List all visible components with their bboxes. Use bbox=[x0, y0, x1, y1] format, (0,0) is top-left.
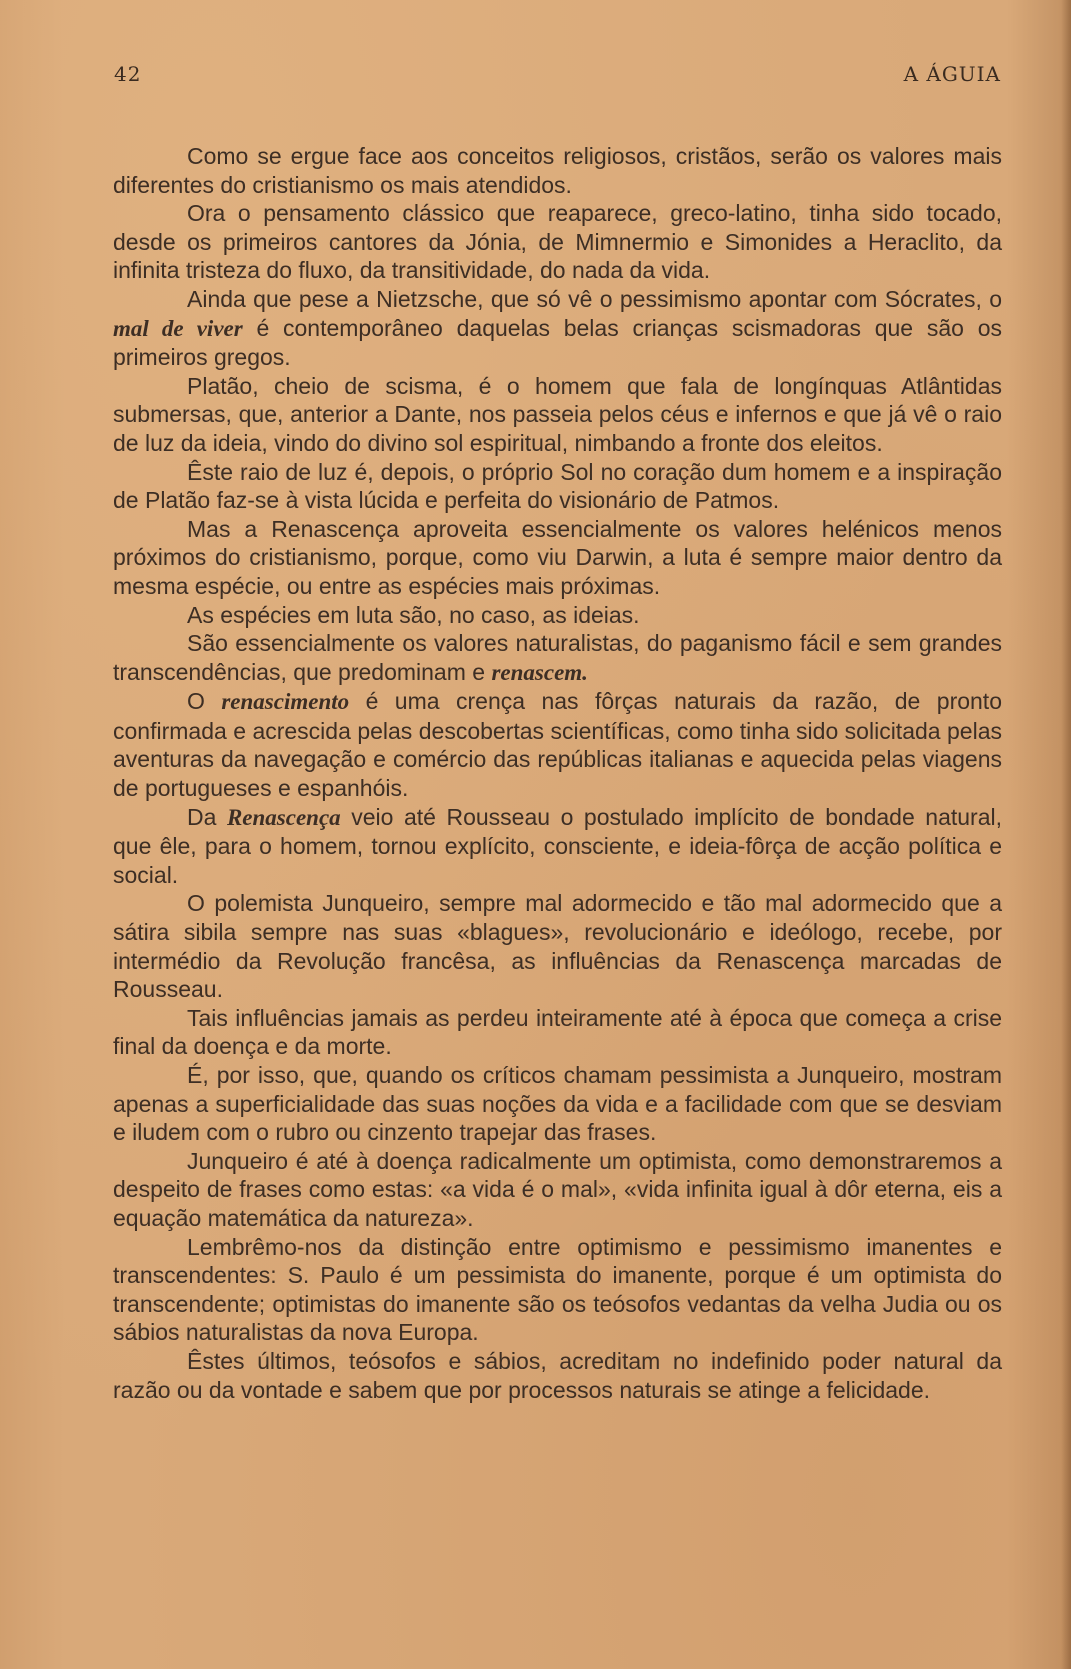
paragraph: Lembrêmo-nos da distinção entre optimismo e pessimismo imanentes e transcendentes: S. Paulo é um pessimista do imanente, porque é um optimista do transcendente; optimistas do imanente são os teósofos vedantas da velha Judia ou os sábios naturalistas da nova Europa. bbox=[113, 1233, 1002, 1346]
paragraph: O polemista Junqueiro, sempre mal adormecido e tão mal adormecido que a sátira sibila sempre nas suas «blagues», revolucionário e ideólogo, recebe, por intermédio da Revolução francêsa, as influências da Renascença marcadas de Rousseau. bbox=[113, 890, 1002, 1003]
paragraph: Ora o pensamento clássico que reaparece, greco-latino, tinha sido tocado, desde os primeiros cantores da Jónia, de Mimnermio e Simonides a Heraclito, da infinita tristeza do fluxo, da transitividade, do nada da vida. bbox=[113, 200, 1002, 284]
page-edge-shadow bbox=[1061, 0, 1071, 1669]
paragraph: Tais influências jamais as perdeu inteiramente até à época que começa a crise final da doença e da morte. bbox=[113, 1004, 1002, 1060]
body-text bbox=[113, 142, 1002, 1404]
journal-title: A ÁGUIA bbox=[903, 62, 1001, 86]
italic-term: renascem. bbox=[491, 659, 588, 685]
paragraph: Como se ergue face aos conceitos religiosos, cristãos, serão os valores mais diferentes do cristianismo os mais atendidos. bbox=[113, 143, 1002, 198]
paragraph: São essencialmente os valores naturalistas, do paganismo fácil e sem grandes transcendências, que predominam e renascem. bbox=[113, 630, 1002, 685]
italic-term: renascimento bbox=[221, 689, 350, 715]
running-header bbox=[114, 62, 1001, 86]
paragraph: O renascimento é uma crença nas fôrças naturais da razão, de pronto confirmada e acrescida pelas descobertas scientíficas, como tinha sido solicitada pelas aventuras da navegação e comércio das repúblicas italianas e aquecida pelas viagens de portugueses e espanhóis. bbox=[113, 688, 1002, 802]
page-number: 42 bbox=[114, 62, 142, 86]
paragraph: Êste raio de luz é, depois, o próprio Sol no coração dum homem e a inspiração de Platão faz-se à vista lúcida e perfeita do visionário de Patmos. bbox=[113, 458, 1002, 514]
paragraph: As espécies em luta são, no caso, as ideias. bbox=[187, 601, 640, 628]
italic-term: mal de viver bbox=[113, 315, 243, 341]
paragraph: É, por isso, que, quando os críticos chamam pessimista a Junqueiro, mostram apenas a superficialidade das suas noções da vida e a facilidade com que se desviam e iludem com o rubro ou cinzento trapejar das frases. bbox=[113, 1062, 1002, 1146]
paragraph: Ainda que pese a Nietzsche, que só vê o pessimismo apontar com Sócrates, o mal de viver é contemporâneo daquelas belas crianças scismadoras que são os primeiros gregos. bbox=[113, 285, 1002, 371]
paragraph: Êstes últimos, teósofos e sábios, acreditam no indefinido poder natural da razão ou da vontade e sabem que por processos naturais se atinge a felicidade. bbox=[113, 1347, 1002, 1403]
italic-term: Renascença bbox=[226, 804, 341, 830]
paragraph: Mas a Renascença aproveita essencialmente os valores helénicos menos próximos do cristianismo, porque, como viu Darwin, a luta é sempre maior dentro da mesma espécie, ou entre as espécies mais próximas. bbox=[113, 515, 1002, 599]
paragraph: Da Renascença veio até Rousseau o postulado implícito de bondade natural, que êle, para o homem, tornou explícito, consciente, e ideia-fôrça de acção política e social. bbox=[113, 803, 1002, 888]
paragraph: Junqueiro é até à doença radicalmente um optimista, como demonstraremos a despeito de frases como estas: «a vida é o mal», «vida infinita igual à dôr eterna, eis a equação matemática da natureza». bbox=[113, 1147, 1002, 1231]
paragraph: Platão, cheio de scisma, é o homem que fala de longínquas Atlântidas submersas, que, anterior a Dante, nos passeia pelos céus e infernos e que já vê o raio de luz da ideia, vindo do divino sol espiritual, nimbando a fronte dos eleitos. bbox=[113, 372, 1002, 456]
